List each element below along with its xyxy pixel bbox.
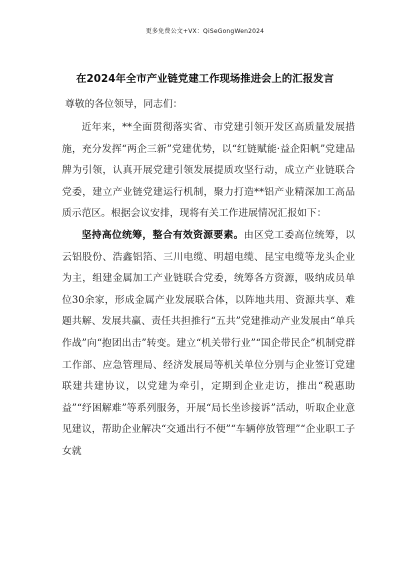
body-paragraph-2 bbox=[62, 225, 355, 463]
paragraph-text: 近年来，**全面贯彻落实省、市党建引领开发区高质量发展措施，充分发挥“两企三新”党建优势，以“红链赋能·益企阳帆”党建品牌为引领，认真开展党建引领发展提质攻坚行动，成立产业链联合党委，建立产业链党建运行机制，聚力打造**铝产业精深加工高品质示范区。根据会议安排，现将有关工作进展情况汇报如下： bbox=[62, 122, 355, 220]
paragraph-lead: 坚持高位统筹，整合有效资源要素。 bbox=[81, 230, 244, 241]
salutation: 尊敬的各位领导，同志们： bbox=[65, 99, 183, 110]
header-note: 更多免费公文+VX：QiSeGongWen2024 bbox=[145, 28, 265, 35]
document-title: 在2024年全市产业链党建工作现场推进会上的汇报发言 bbox=[76, 73, 334, 85]
body-paragraph-1 bbox=[62, 117, 355, 225]
paragraph-text: 由区党工委高位统筹，以云铝股份、浩鑫铝箔、三川电缆、明超电缆、昆宝电缆等龙头企业为主，组建金属加工产业链联合党委，统筹各方资源，吸纳成员单位30余家，形成金属产业发展联合体，以阵地共用、资源共享、难题共解、发展共赢、责任共担推行“五共”党建推动产业发展由“单兵作战”向“抱团出击”转变。建立“机关带行业”“国企带民企”机制党群工作部、应急管理局、经济发展局等机关单位分别与企业签订党建联建共建协议，以党建为牵引，定期到企业走访，推出“税惠助益”“纾困解难”等系列服务，开展“局长坐诊接诉”活动，听取企业意见建议，帮助企业解决“交通出行不便”“车辆停放管理”“企业职工子女就 bbox=[62, 230, 356, 457]
